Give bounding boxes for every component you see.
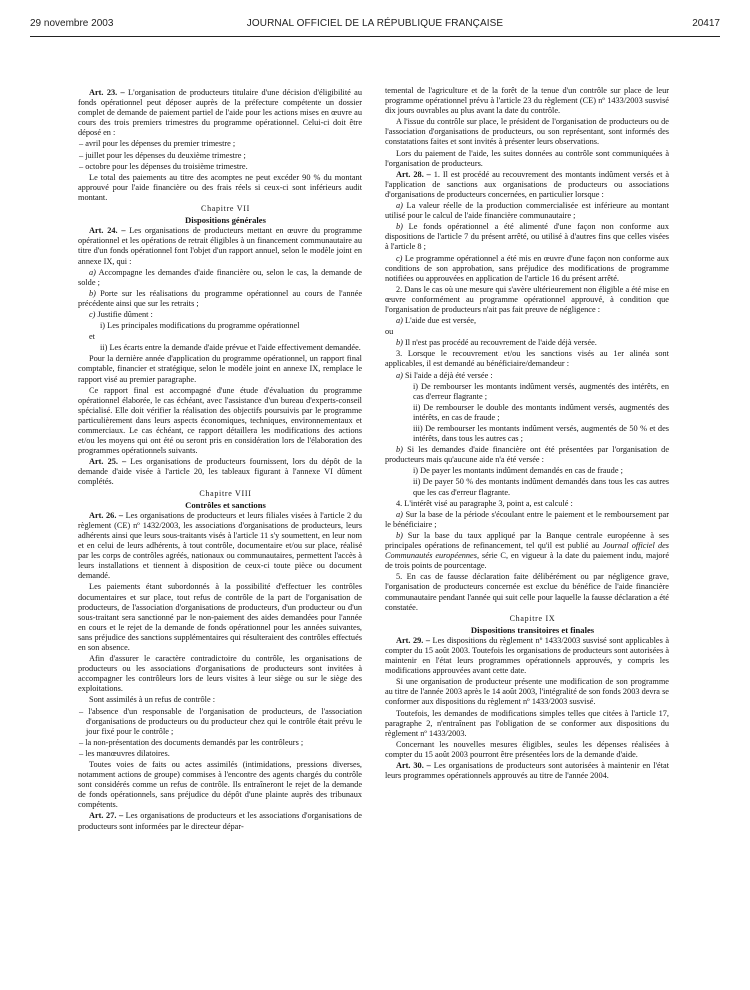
paragraph: Concernant les nouvelles mesures éligibles, seules les dépenses réalisées à compter du 15 août 2003 pourront être présentées lors de la demande d'aide. [385, 739, 669, 759]
list-item: – la non-présentation des documents demandés par les contrôleurs ; [79, 737, 304, 747]
paragraph: 4. L'intérêt visé au paragraphe 3, point a, est calculé : [396, 498, 573, 508]
page-header [30, 16, 720, 37]
list-item: b) Sur la base du taux appliqué par la Banque centrale européenne à ses principales opérations de refinancement, tel qu'il est publié au Journal officiel des Communautés européennes, série C, en vigueur à la date du paiement indu, majoré de trois points de pourcentage. [385, 530, 670, 571]
paragraph: Lors du paiement de l'aide, les suites données au contrôle sont communiquées à l'organisation de producteurs. [385, 148, 669, 168]
paragraph-continued: temental de l'agriculture et de la forêt de la tenue d'un contrôle sur place de leur programme opérationnel prévu à l'article 23 du règlement (CE) nº 1433/2003 susvisé dix jours ouvrables au plus avant la date du contrôle. [385, 86, 669, 116]
chapter-heading: Chapitre IX [509, 613, 556, 623]
list-item: a) Si l'aide a déjà été versée : [396, 370, 493, 380]
article-label: Art. 27. – [89, 811, 124, 821]
list-item: ii) De rembourser le double des montants indûment versés, augmentés des intérêts, en cas de fraude ; [413, 402, 669, 422]
paragraph: Toutefois, les demandes de modifications simples telles que citées à l'article 17, paragraphe 2, n'entraînent pas l'obligation de se conformer aux dispositions du règlement nº 1433/2003. [385, 708, 669, 738]
list-item: b) Si les demandes d'aide financière ont été présentées par l'organisation de producteurs mais qu'aucune aide n'a été versée : [385, 445, 669, 465]
list-item: c) Justifie dûment : [89, 309, 153, 319]
list-item: b) Porte sur les réalisations du programme opérationnel au cours de l'année précédente ainsi que sur les retraits ; [78, 288, 363, 308]
list-item: ii) Les écarts entre la demande d'aide prévue et l'aide effectivement demandée. [100, 343, 361, 353]
list-item: – les manœuvres dilatoires. [79, 748, 170, 758]
list-item: i) Les principales modifications du programme opérationnel [100, 321, 300, 331]
list-item: a) Sur la base de la période s'écoulant entre le paiement et le remboursement par le bénéficiaire ; [385, 509, 669, 529]
list-item: iii) De rembourser les montants indûment versés, augmentés de 50 % et des intérêts, dans tous les autres cas ; [413, 424, 669, 444]
paragraph: 3. Lorsque le recouvrement et/ou les sanctions visés au 1er alinéa sont applicables, il est demandé au bénéficiaire/demandeur : [385, 349, 669, 369]
section-title: Dispositions générales [185, 215, 266, 226]
list-connector: ou [385, 327, 394, 337]
paragraph: Si une organisation de producteur présente une modification de son programme au titre de l'année 2003 après le 14 août 2003, l'intégralité de son fonds 2003 devra se conformer aux dispositions du règlement nº 1433/2003 susvisé. [385, 677, 669, 707]
article-27-para: Art. 27. – Les organisations de producteurs et les associations d'organisations de producteurs sont informées par le directeur dépar- [78, 811, 362, 831]
article-30-para: Art. 30. – Les organisations de producteurs sont autorisées à maintenir en l'état leurs programmes opérationnels approuvés au titre de l'année 2004. [385, 761, 670, 781]
list-item: a) L'aide due est versée, [396, 316, 477, 326]
article-label: Art. 23. – [89, 88, 125, 97]
paragraph: 5. En cas de fausse déclaration faite délibérément ou par négligence grave, l'organisation de producteurs concernée est exclue du bénéfice de l'aide financière communautaire pendant l'année qui suit celle pour laquelle la fausse déclaration a été constatée. [385, 572, 669, 612]
chapter-heading: Chapitre VII [201, 204, 250, 214]
paragraph: A l'issue du contrôle sur place, le président de l'organisation de producteurs ou de l'association d'organisations de producteurs, ou son représentant, sont informés des constatations faites et sont invités à présenter leurs observations. [385, 117, 669, 147]
list-item: – octobre pour les dépenses du troisième trimestre. [79, 161, 248, 171]
paragraph: Afin d'assurer le caractère contradictoire du contrôle, les organisations de producteurs ou les associations d'organisations de producteurs sont invitées à accompagner les contrôleurs lors de leurs visites à leur siège ou sur le siège des exploitations. [78, 654, 362, 694]
list-item: b) Il n'est pas procédé au recouvrement de l'aide déjà versée. [396, 338, 597, 348]
list-item: i) De rembourser les montants indûment versés, augmentés des intérêts, en cas d'erreur flagrante ; [413, 381, 669, 401]
article-label: Art. 30. – [396, 761, 431, 770]
list-item: b) Le fonds opérationnel a été alimenté d'une façon non conforme aux dispositions de l'article 7 du présent arrêté, ou utilisé à d'autres fins que celles visées à l'article 8 ; [385, 222, 669, 252]
paragraph: Sont assimilés à un refus de contrôle : [89, 695, 216, 705]
article-25-para: Art. 25. – Les organisations de producteurs fournissent, lors du dépôt de la demande d'aide visée à l'article 20, les tableaux figurant à l'annexe VI dûment complétés. [78, 457, 362, 487]
article-23-para: Art. 23. – L'organisation de producteurs titulaire d'une décision d'éligibilité au fonds opérationnel peut déposer auprès de la préfecture compétente un dossier complet de demande de paiement partiel de l'aide pour les actions mises en œuvre au cours des trois premiers trimestres du programme opérationnel. Celui-ci doit être déposé en : [78, 88, 362, 138]
article-24-para: Art. 24. – Les organisations de producteurs mettant en œuvre du programme opérationnel et les opérations de retrait éligibles à un financement communautaire au titre d'un fonds opérationnel font l'objet d'un rapport annuel, selon le modèle joint en annexe IX, qui : [78, 226, 362, 266]
publication-title: Journal officiel des Communautés européennes, [385, 541, 670, 561]
article-28-para: Art. 28. – 1. Il est procédé au recouvrement des montants indûment versés et à l'application de sanctions aux organisations de producteurs ou associations d'organisations de producteurs concernées, en particulier lorsque : [385, 169, 670, 199]
article-26-para: Art. 26. – Les organisations de producteurs et leurs filiales visées à l'article 2 du règlement (CE) nº 1432/2003, les associations d'organisations de producteurs, leurs adhérents ainsi que leurs sous-traitants visés à l'article 11 s'y soumettent, en leur nom et en celui de leurs adhérents, à tout contrôle, documentaire et/ou sur place, réalisé par les corps de contrôles agréés, nationaux ou communautaires, permettent l'accès à leurs installations et tiennent à disposition de ceux-ci toute pièce ou document demandé. [78, 510, 363, 581]
article-label: Art. 29. – [396, 635, 431, 645]
list-item: – juillet pour les dépenses du deuxième trimestre ; [79, 150, 246, 160]
list-item: i) De payer les montants indûment demandés en cas de fraude ; [413, 466, 623, 476]
paragraph: Les paiements étant subordonnés à la possibilité d'effectuer les contrôles documentaires et sur place, tout refus de contrôle de la part de l'organisation de producteurs, de l'association d'organisations de producteurs, d'un producteur ou d'un sous-traitant sera sanctionné par le non-paiement des aides demandées pour l'année en cours et le rejet de la demande de fonds opérationnel pour les années suivantes, sans préjudice des sanctions supplémentaires qui résulteraient des contrôles effectués en son absence. [78, 582, 362, 652]
right-column [385, 86, 669, 782]
article-label: Art. 28. – [396, 169, 431, 179]
list-connector: et [89, 332, 95, 342]
paragraph: Le total des paiements au titre des acomptes ne peut excéder 90 % du montant approuvé pour l'aide financière ou des frais réels si ceux-ci sont inférieurs audit montant. [78, 172, 362, 202]
paragraph: Ce rapport final est accompagné d'une étude d'évaluation du programme opérationnel élaborée, le cas échéant, avec l'assistance d'un bureau d'experts-conseil spécialisé. Elle doit vérifier la réalisation des objectifs poursuivis par le programme particulièrement dans leurs aspects économiques, techniques, environnementaux et commerciaux. Le cas échéant, ce rapport détaillera les modifications des actions et/ou les moyens qui ont été ou seront pris en considération lors de l'élaboration des programmes opérationnels suivants. [78, 385, 362, 456]
paragraph: Pour la dernière année d'application du programme opérationnel, un rapport final comptable, financier et stratégique, selon le modèle joint en annexe IX, remplace le rapport visé au premier paragraphe. [78, 354, 362, 384]
paragraph: Toutes voies de faits ou actes assimilés (intimidations, pressions diverses, notamment actions de groupe) commises à l'encontre des agents chargés du contrôle sont considérés comme un refus de contrôle. Ils entraîneront le rejet de la demande de fonds opérationnels, sans préjudice du dépôt d'une plainte auprès des tribunaux compétents. [78, 760, 362, 810]
list-item: c) Le programme opérationnel a été mis en œuvre d'une façon non conforme aux conditions de son approbation, sans préjudice des modifications de programme notifiées ou approuvées en application de l'article 16 du présent arrêté. [385, 253, 670, 283]
header-journal-title: JOURNAL OFFICIEL DE LA RÉPUBLIQUE FRANÇAISE [246, 18, 504, 29]
article-label: Art. 25. – [89, 457, 127, 467]
list-item: – avril pour les dépenses du premier trimestre ; [79, 139, 236, 149]
chapter-heading: Chapitre VIII [199, 488, 252, 498]
section-title: Contrôles et sanctions [185, 499, 266, 510]
paragraph: 2. Dans le cas où une mesure qui s'avère ultérieurement non éligible a été mise en œuvre conformément au programme opérationnel approuvé, à condition que l'organisation de producteurs n'ait pas fait preuve de négligence : [385, 284, 669, 314]
article-29-para: Art. 29. – Les dispositions du règlement nº 1433/2003 susvisé sont applicables à compter du 15 août 2003. Toutefois les organisations de producteurs sont autorisées à maintenir en l'état leurs programmes opérationnels approuvés, y compris les modifications approuvées avant cette date. [385, 635, 670, 676]
list-item: a) La valeur réelle de la production commercialisée est inférieure au montant utilisé pour le calcul de l'aide financière communautaire ; [385, 201, 669, 221]
list-item: – l'absence d'un responsable de l'organisation de producteurs, de l'association d'organisations de producteurs ou du producteur chez qui le contrôle était prévu le jour fixé pour le contrôle ; [79, 706, 362, 736]
header-date: 29 novembre 2003 [30, 18, 114, 29]
section-title: Dispositions transitoires et finales [470, 624, 595, 635]
list-item: ii) De payer 50 % des montants indûment demandés dans tous les cas autres que les cas d'erreur flagrante. [413, 477, 669, 497]
list-item: a) Accompagne les demandes d'aide financière ou, selon le cas, la demande de solde ; [78, 267, 362, 287]
article-label: Art. 26. – [89, 510, 124, 520]
article-label: Art. 24. – [89, 226, 126, 236]
header-page-number: 20417 [692, 18, 720, 29]
left-column [78, 88, 362, 833]
